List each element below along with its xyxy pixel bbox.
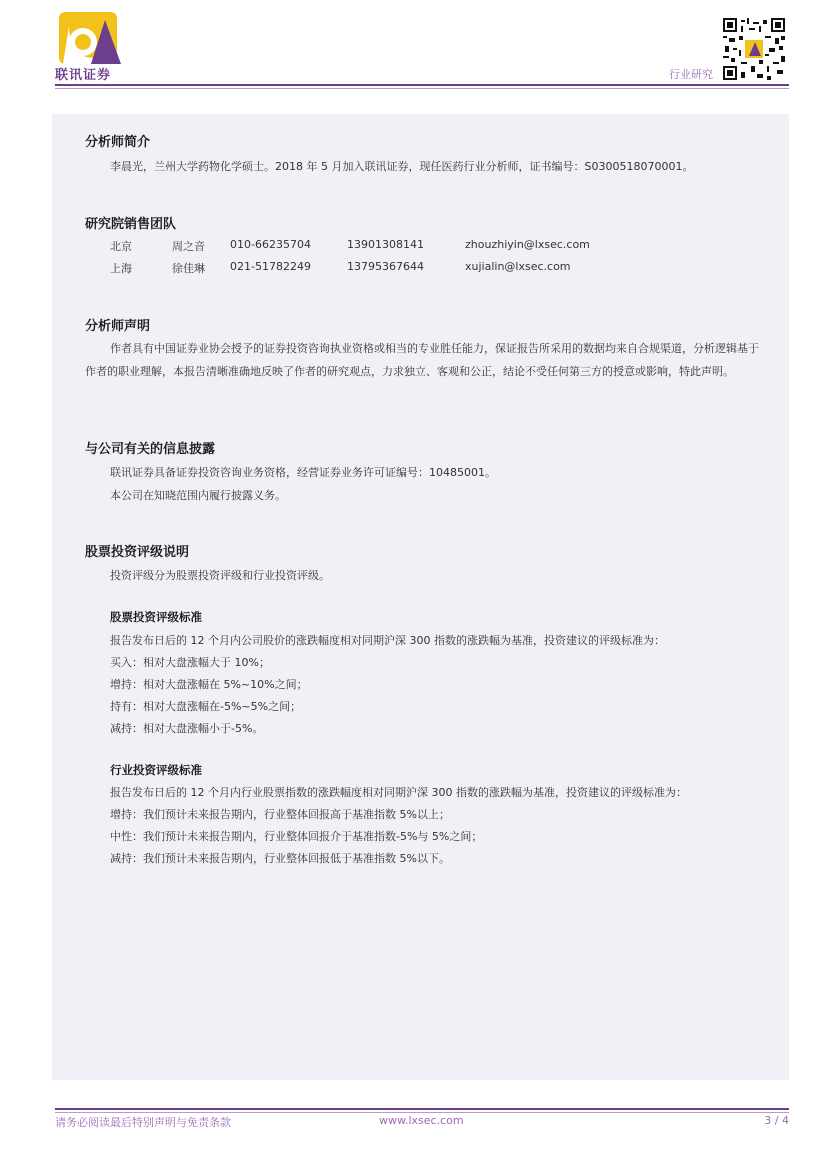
page-header <box>0 0 827 100</box>
stock-rating-line: 增持：相对大盘涨幅在 5%~10%之间； <box>110 678 308 691</box>
contact-email: zhouzhiyin@lxsec.com <box>465 238 590 251</box>
contact-name: 徐佳琳 <box>172 262 205 275</box>
qr-code <box>723 18 785 80</box>
industry-rating-line: 减持：我们预计未来报告期内，行业整体回报低于基准指数 5%以下。 <box>110 852 450 865</box>
analyst-intro-text: 李晨光，兰州大学药物化学硕士。2018 年 5 月加入联讯证券，现任医药行业分析师，证书编号：S0300518070001。 <box>110 160 694 173</box>
contact-phone: 010-66235704 <box>230 238 311 251</box>
page-number: 3 / 4 <box>764 1114 789 1127</box>
footer-divider <box>55 1108 789 1110</box>
footer-url[interactable]: www.lxsec.com <box>379 1114 464 1127</box>
industry-rating-line: 报告发布日后的 12 个月内行业股票指数的涨跌幅度相对同期沪深 300 指数的涨跌幅为基准，投资建议的评级标准为： <box>110 786 687 799</box>
rating-intro: 投资评级分为股票投资评级和行业投资评级。 <box>110 569 330 582</box>
header-divider-thin <box>55 88 789 89</box>
disclosure-line: 本公司在知晓范围内履行披露义务。 <box>110 489 286 502</box>
stock-rating-line: 买入：相对大盘涨幅大于 10%； <box>110 656 270 669</box>
contact-phone: 021-51782249 <box>230 260 311 273</box>
footer-divider-thin <box>55 1112 789 1113</box>
rating-title: 股票投资评级说明 <box>85 545 190 560</box>
stock-rating-line: 减持：相对大盘涨幅小于-5%。 <box>110 722 264 735</box>
contact-city: 上海 <box>110 262 132 275</box>
footer-disclaimer: 请务必阅读最后特别声明与免责条款 <box>55 1116 231 1129</box>
disclosure-line: 联讯证券具备证券投资咨询业务资格，经营证券业务许可证编号：10485001。 <box>110 466 496 479</box>
contact-city: 北京 <box>110 240 132 253</box>
industry-rating-title: 行业投资评级标准 <box>110 763 202 777</box>
stock-rating-title: 股票投资评级标准 <box>110 610 202 624</box>
disclosure-title: 与公司有关的信息披露 <box>85 442 216 457</box>
content-panel <box>52 114 789 1080</box>
contact-email: xujialin@lxsec.com <box>465 260 571 273</box>
industry-rating-line: 中性：我们预计未来报告期内，行业整体回报介于基准指数-5%与 5%之间； <box>110 830 483 843</box>
analyst-intro-title: 分析师简介 <box>85 135 151 150</box>
contact-mobile: 13901308141 <box>347 238 424 251</box>
header-category-label: 行业研究 <box>669 68 713 81</box>
contact-mobile: 13795367644 <box>347 260 424 273</box>
stock-rating-line: 持有：相对大盘涨幅在-5%~5%之间； <box>110 700 302 713</box>
logo-text: 联讯证券 <box>55 68 112 83</box>
analyst-statement-text: 作者具有中国证券业协会授予的证券投资咨询执业资格或相当的专业胜任能力，保证报告所采用的数据均来自合规渠道，分析逻辑基于作者的职业理解，本报告清晰准确地反映了作者的研究观点，力求独立、客观和公正，结论不受任何第三方的授意或影响，特此声明。 <box>85 342 759 378</box>
analyst-statement-title: 分析师声明 <box>85 319 151 334</box>
contact-name: 周之音 <box>172 240 205 253</box>
header-divider <box>55 84 789 86</box>
stock-rating-line: 报告发布日后的 12 个月内公司股价的涨跌幅度相对同期沪深 300 指数的涨跌幅为基准，投资建议的评级标准为： <box>110 634 665 647</box>
sales-team-title: 研究院销售团队 <box>85 217 177 232</box>
industry-rating-line: 增持：我们预计未来报告期内，行业整体回报高于基准指数 5%以上； <box>110 808 450 821</box>
